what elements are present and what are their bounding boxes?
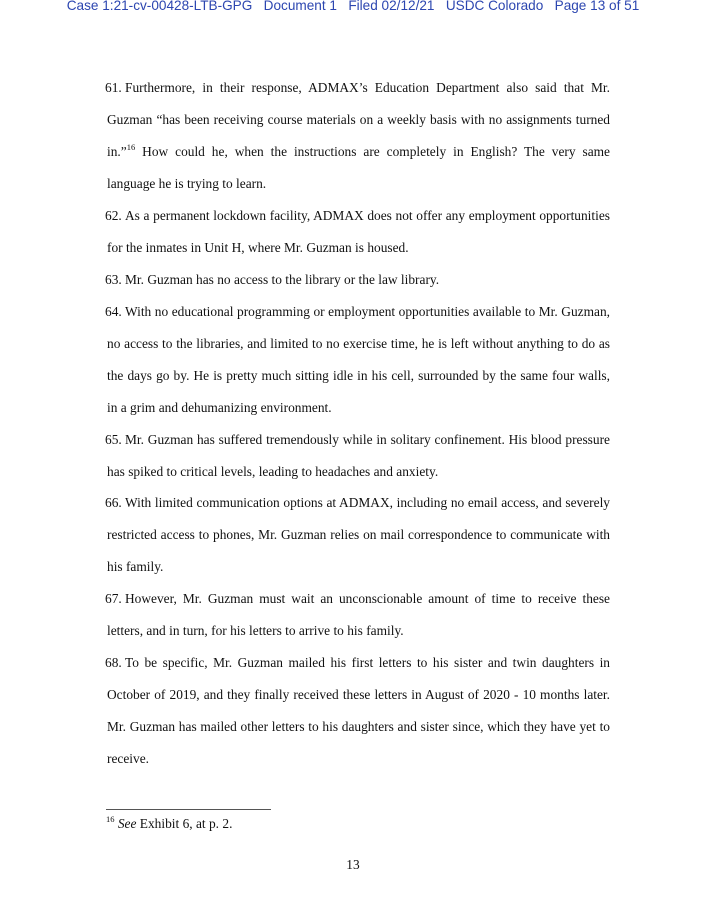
paragraph-text-part: How could he, when the instructions are completely in English? The very same language he is trying to learn. xyxy=(107,144,610,191)
paragraph-text: However, Mr. Guzman must wait an unconscionable amount of time to receive these letters, and in turn, for his letters to arrive to his family. xyxy=(107,591,610,638)
paragraph-66 xyxy=(107,487,610,583)
paragraph-number: 66. xyxy=(105,495,122,510)
footnote-marker: 16 xyxy=(106,813,115,824)
paragraph-64 xyxy=(107,296,610,424)
footnote-divider xyxy=(106,809,271,810)
paragraph-number: 62. xyxy=(105,208,122,223)
paragraph-number: 61. xyxy=(105,80,122,95)
paragraph-63 xyxy=(107,264,610,296)
paragraph-text: With limited communication options at ADMAX, including no email access, and severely restricted access to phones, Mr. Guzman relies on mail correspondence to communicate with his family. xyxy=(107,495,610,574)
paragraph-number: 67. xyxy=(105,591,122,606)
footnote-signal: See xyxy=(117,816,137,831)
paragraph-67 xyxy=(107,583,610,647)
paragraph-text: With no educational programming or employment opportunities available to Mr. Guzman, no access to the libraries, and limited to no exercise time, he is left without anything to do as the days go by. He is pretty much sitting idle in his cell, surrounded by the same four walls, in a grim and dehumanizing environment. xyxy=(107,304,610,415)
paragraph-text: As a permanent lockdown facility, ADMAX does not offer any employment opportunities for the inmates in Unit H, where Mr. Guzman is housed. xyxy=(107,208,610,255)
paragraph-text: Mr. Guzman has suffered tremendously while in solitary confinement. His blood pressure has spiked to critical levels, leading to headaches and anxiety. xyxy=(107,432,610,479)
ecf-header xyxy=(0,0,706,15)
footnote-text: Exhibit 6, at p. 2. xyxy=(136,816,233,831)
paragraph-62 xyxy=(107,200,610,264)
paragraph-number: 64. xyxy=(105,304,122,319)
page-count: Page 13 of 51 xyxy=(554,0,640,13)
case-number: Case 1:21-cv-00428-LTB-GPG xyxy=(66,0,253,13)
paragraph-61 xyxy=(107,72,610,200)
filed-date: Filed 02/12/21 xyxy=(348,0,435,13)
paragraph-68 xyxy=(107,647,610,775)
paragraph-65 xyxy=(107,424,610,488)
paragraph-text: To be specific, Mr. Guzman mailed his first letters to his sister and twin daughters in October of 2019, and they finally received these letters in August of 2020 - 10 months later. Mr. Guzman has mailed other letters to his daughters and sister since, which they have yet to receive. xyxy=(107,655,610,766)
paragraph-number: 65. xyxy=(105,432,122,447)
page-number: 13 xyxy=(346,857,360,872)
document-number: Document 1 xyxy=(263,0,337,13)
paragraph-text-part: Furthermore, in their response, ADMAX’s Education Department also said that Mr. Guzman “has been receiving course materials on a weekly basis with no assignments turned in.” xyxy=(107,80,610,159)
footnote-reference[interactable]: 16 xyxy=(126,141,136,152)
paragraph-text xyxy=(107,72,610,200)
footnote xyxy=(106,815,232,833)
paragraph-number: 63. xyxy=(105,272,122,287)
paragraph-text: Mr. Guzman has no access to the library or the law library. xyxy=(125,272,440,287)
court-name: USDC Colorado xyxy=(445,0,544,13)
paragraph-number: 68. xyxy=(105,655,122,670)
